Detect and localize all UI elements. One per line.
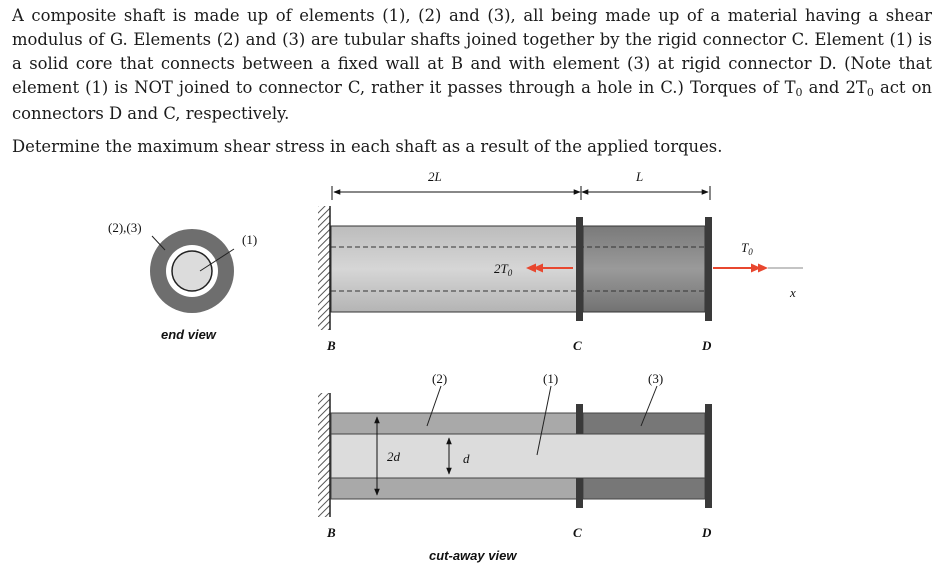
side-view [318, 169, 803, 353]
cutaway-label-element-3: (3) [648, 371, 664, 386]
side-view-label-B: B [327, 338, 336, 353]
axis-label-x: x [790, 285, 796, 300]
connector-D [705, 217, 712, 321]
problem-subscript-a: 0 [795, 86, 803, 99]
dimension-label-2d: 2d [387, 449, 400, 464]
cutaway-caption: cut-away view [429, 548, 517, 563]
end-view-caption: end view [161, 327, 216, 342]
torque-label-2T0: $2T_0$ [494, 261, 513, 278]
question-text: Determine the maximum shear stress in each shaft as a result of the applied torques. [12, 137, 723, 156]
end-view-solid-core [172, 251, 212, 291]
side-view-label-C: C [573, 338, 582, 353]
problem-text-a: A composite shaft is made up of elements (1), (2) and (3), all being made up of a material having a shear modulus of G. Elements (2) and (3) are tubular shafts joined together by the rigid connector C. Element (1) is a solid core that connects between a fixed wall at B and with element (3) at rigid connector D. (Note that element (1) is NOT joined to connector C, rather it passes through a hole in C.) Torques of T [12, 6, 932, 97]
cutaway-label-element-1: (1) [543, 371, 559, 386]
cutaway-tube-3-bottom-wall [583, 478, 705, 499]
end-view-label-outer: (2),(3) [108, 220, 142, 235]
cutaway-connector-C-bottom [576, 478, 583, 508]
cutaway-fixed-wall-B [318, 393, 330, 517]
dimension-label-2L: 2L [428, 169, 442, 184]
cutaway-label-D: D [702, 525, 712, 540]
tube-element-3 [583, 226, 705, 312]
problem-subscript-b: 0 [866, 86, 874, 99]
cutaway-label-element-2: (2) [432, 371, 448, 386]
connector-C [576, 217, 583, 321]
torque-label-T0: $T_0$ [741, 240, 753, 257]
problem-text-b: and 2T [802, 78, 867, 97]
cutaway-label-C: C [573, 525, 582, 540]
cutaway-connector-C-top [576, 404, 583, 434]
dimension-label-d: d [463, 451, 470, 466]
fixed-wall-B [318, 206, 330, 330]
end-view-label-core: (1) [242, 232, 258, 247]
side-view-label-D: D [702, 338, 712, 353]
torque-arrow-T0 [713, 264, 768, 273]
problem-text-c: act on connectors D and C, respectively. [12, 78, 932, 123]
cutaway-view [318, 371, 712, 563]
dimension-label-L: L [636, 169, 644, 184]
cutaway-tube-3-top-wall [583, 413, 705, 434]
cutaway-label-B: B [327, 525, 336, 540]
cutaway-connector-D [705, 404, 712, 508]
cutaway-tube-2-top-wall [331, 413, 577, 434]
cutaway-tube-2-bottom-wall [331, 478, 577, 499]
end-view [108, 220, 257, 342]
